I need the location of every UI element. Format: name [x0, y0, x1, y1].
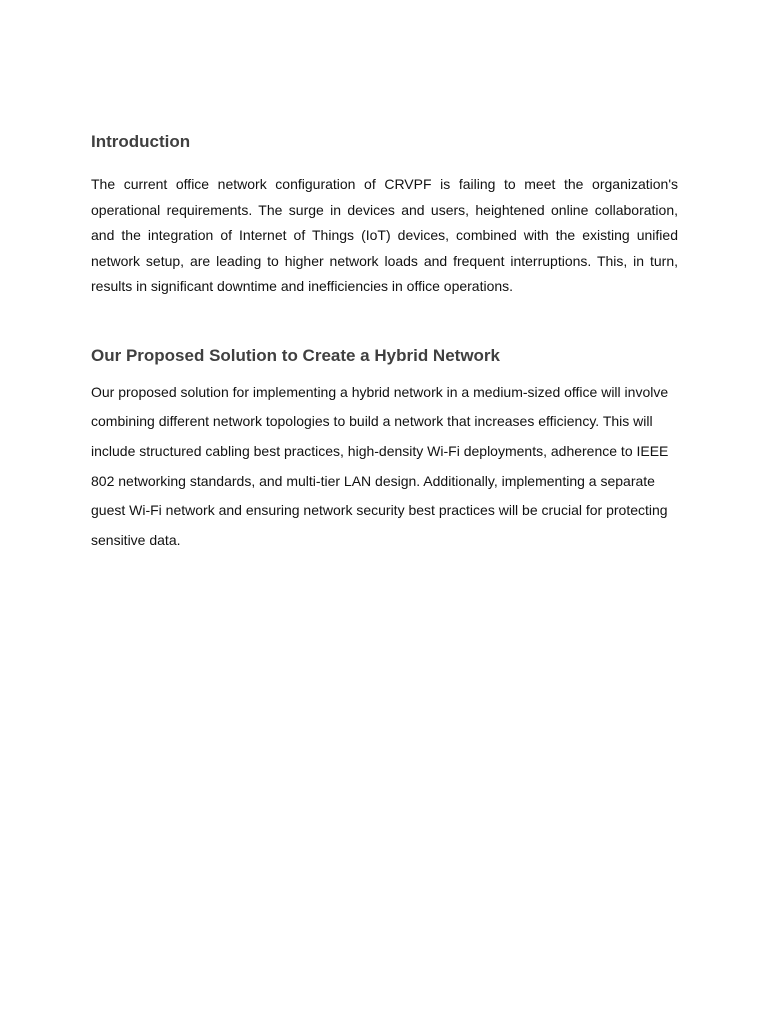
proposed-solution-paragraph: Our proposed solution for implementing a hybrid network in a medium-sized office will involve combining different network topologies to build a network that increases efficiency. This will include structured cabling best practices, high-density Wi-Fi deployments, adherence to IEEE 802 networking standards, and multi-tier LAN design. Additionally, implementing a separate guest Wi-Fi network and ensuring network security best practices will be crucial for protecting sensitive data. [91, 383, 669, 549]
introduction-heading: Introduction [91, 132, 191, 151]
document-content [91, 130, 678, 556]
proposed-solution-heading: Our Proposed Solution to Create a Hybrid Network [91, 345, 500, 365]
introduction-paragraph: The current office network configuration of CRVPF is failing to meet the organization's operational requirements. The surge in devices and users, heightened online collaboration, and the integration of Internet of Things (IoT) devices, combined with the existing unified network setup, are leading to higher network loads and frequent interruptions. This, in turn, results in significant downtime and inefficiencies in office operations. [91, 176, 678, 294]
